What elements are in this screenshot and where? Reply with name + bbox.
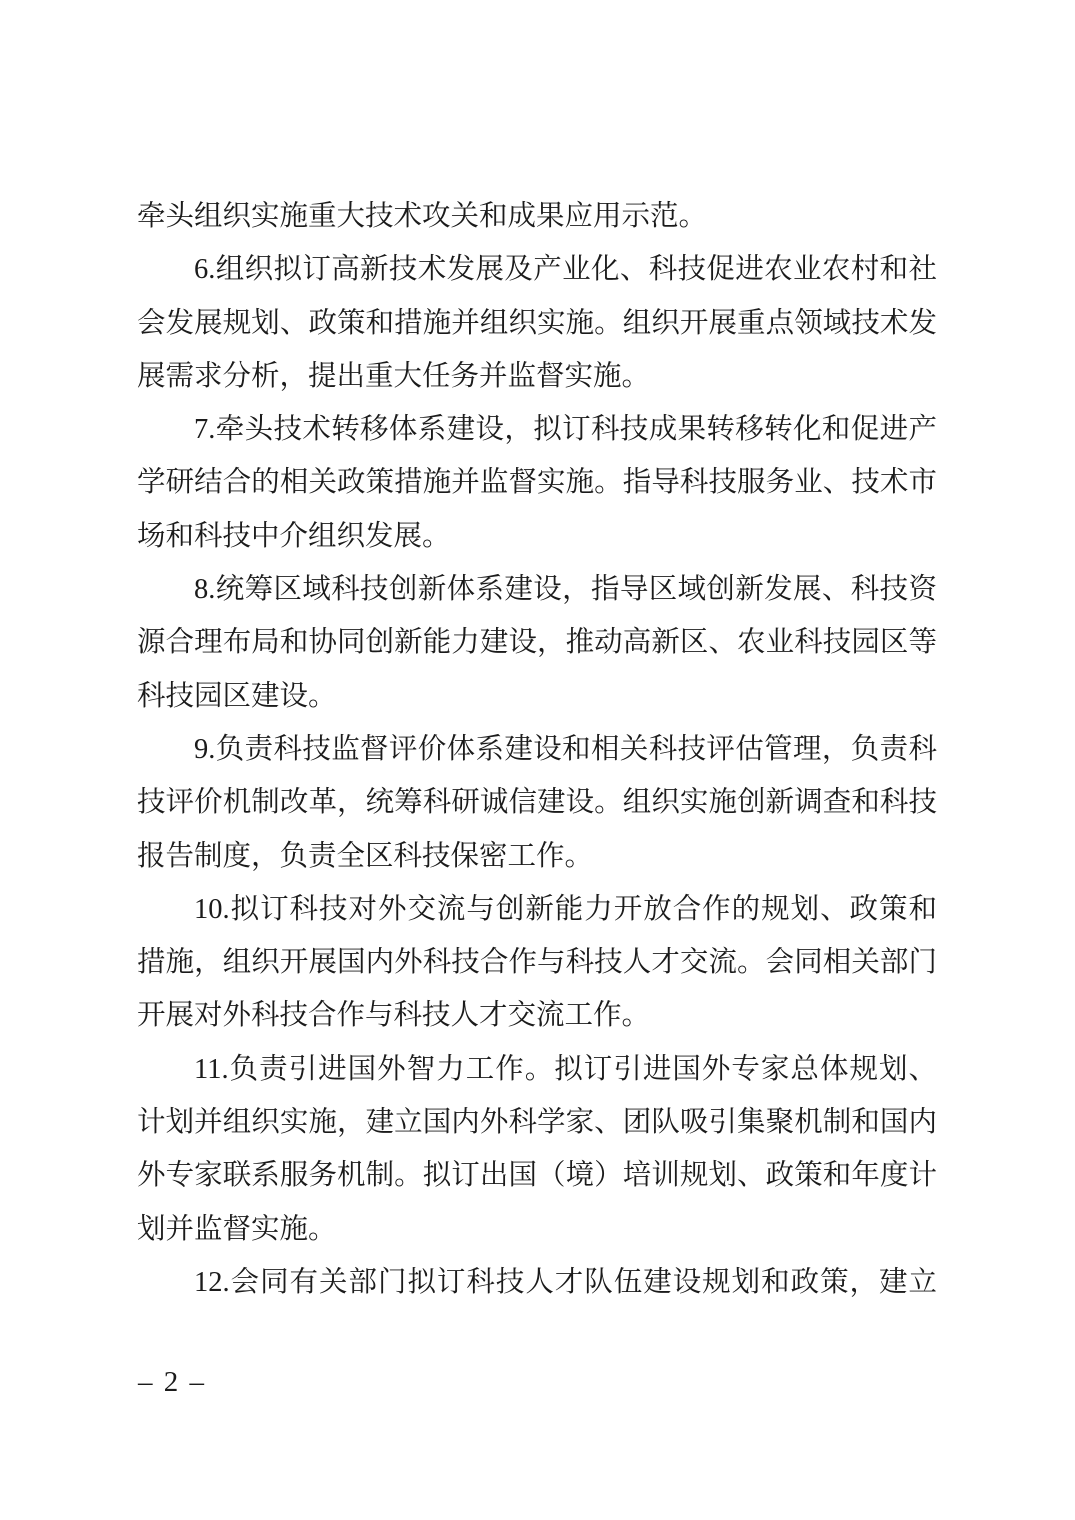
- text-line: 展需求分析，提出重大任务并监督实施。: [137, 360, 651, 392]
- text-line: 技评价机制改革，统筹科研诚信建设。组织实施创新调查和科技: [137, 787, 937, 819]
- paragraph: [137, 243, 937, 403]
- text-line: 12.会同有关部门拟订科技人才队伍建设规划和政策，建立: [194, 1266, 937, 1298]
- text-line: 牵头组织实施重大技术攻关和成果应用示范。: [137, 201, 708, 232]
- text-line: 11.负责引进国外智力工作。拟订引进国外专家总体规划、: [194, 1053, 937, 1085]
- text-line: 计划并组织实施，建立国内外科学家、团队吸引集聚机制和国内: [137, 1107, 937, 1139]
- body-text: [137, 190, 937, 1309]
- text-line: 科技园区建设。: [137, 680, 337, 712]
- text-line: 报告制度，负责全区科技保密工作。: [137, 840, 594, 872]
- text-line: 6.组织拟订高新技术发展及产业化、科技促进农业农村和社: [194, 254, 937, 286]
- text-line: 10.拟订科技对外交流与创新能力开放合作的规划、政策和: [194, 893, 937, 925]
- text-line: 源合理布局和协同创新能力建设，推动高新区、农业科技园区等: [137, 627, 937, 659]
- paragraph: [137, 190, 937, 243]
- text-line: 会发展规划、政策和措施并组织实施。组织开展重点领域技术发: [137, 307, 937, 339]
- text-line: 8.统筹区域科技创新体系建设，指导区域创新发展、科技资: [194, 574, 937, 606]
- paragraph: [137, 563, 937, 723]
- paragraph: [137, 403, 937, 563]
- text-line: 措施，组织开展国内外科技合作与科技人才交流。会同相关部门: [137, 947, 937, 979]
- text-line: 场和科技中介组织发展。: [137, 520, 451, 552]
- paragraph: [137, 1043, 937, 1256]
- text-line: 学研结合的相关政策措施并监督实施。指导科技服务业、技术市: [137, 467, 937, 499]
- text-line: 开展对外科技合作与科技人才交流工作。: [137, 1000, 651, 1032]
- text-line: 9.负责科技监督评价体系建设和相关科技评估管理，负责科: [194, 733, 937, 765]
- text-line: 7.牵头技术转移体系建设，拟订科技成果转移转化和促进产: [194, 414, 937, 446]
- paragraph: [137, 883, 937, 1043]
- paragraph: [137, 1256, 937, 1309]
- paragraph: [137, 723, 937, 883]
- text-line: 外专家联系服务机制。拟订出国（境）培训规划、政策和年度计: [137, 1160, 937, 1192]
- page-number: – 2 –: [138, 1366, 206, 1398]
- text-line: 划并监督实施。: [137, 1213, 337, 1245]
